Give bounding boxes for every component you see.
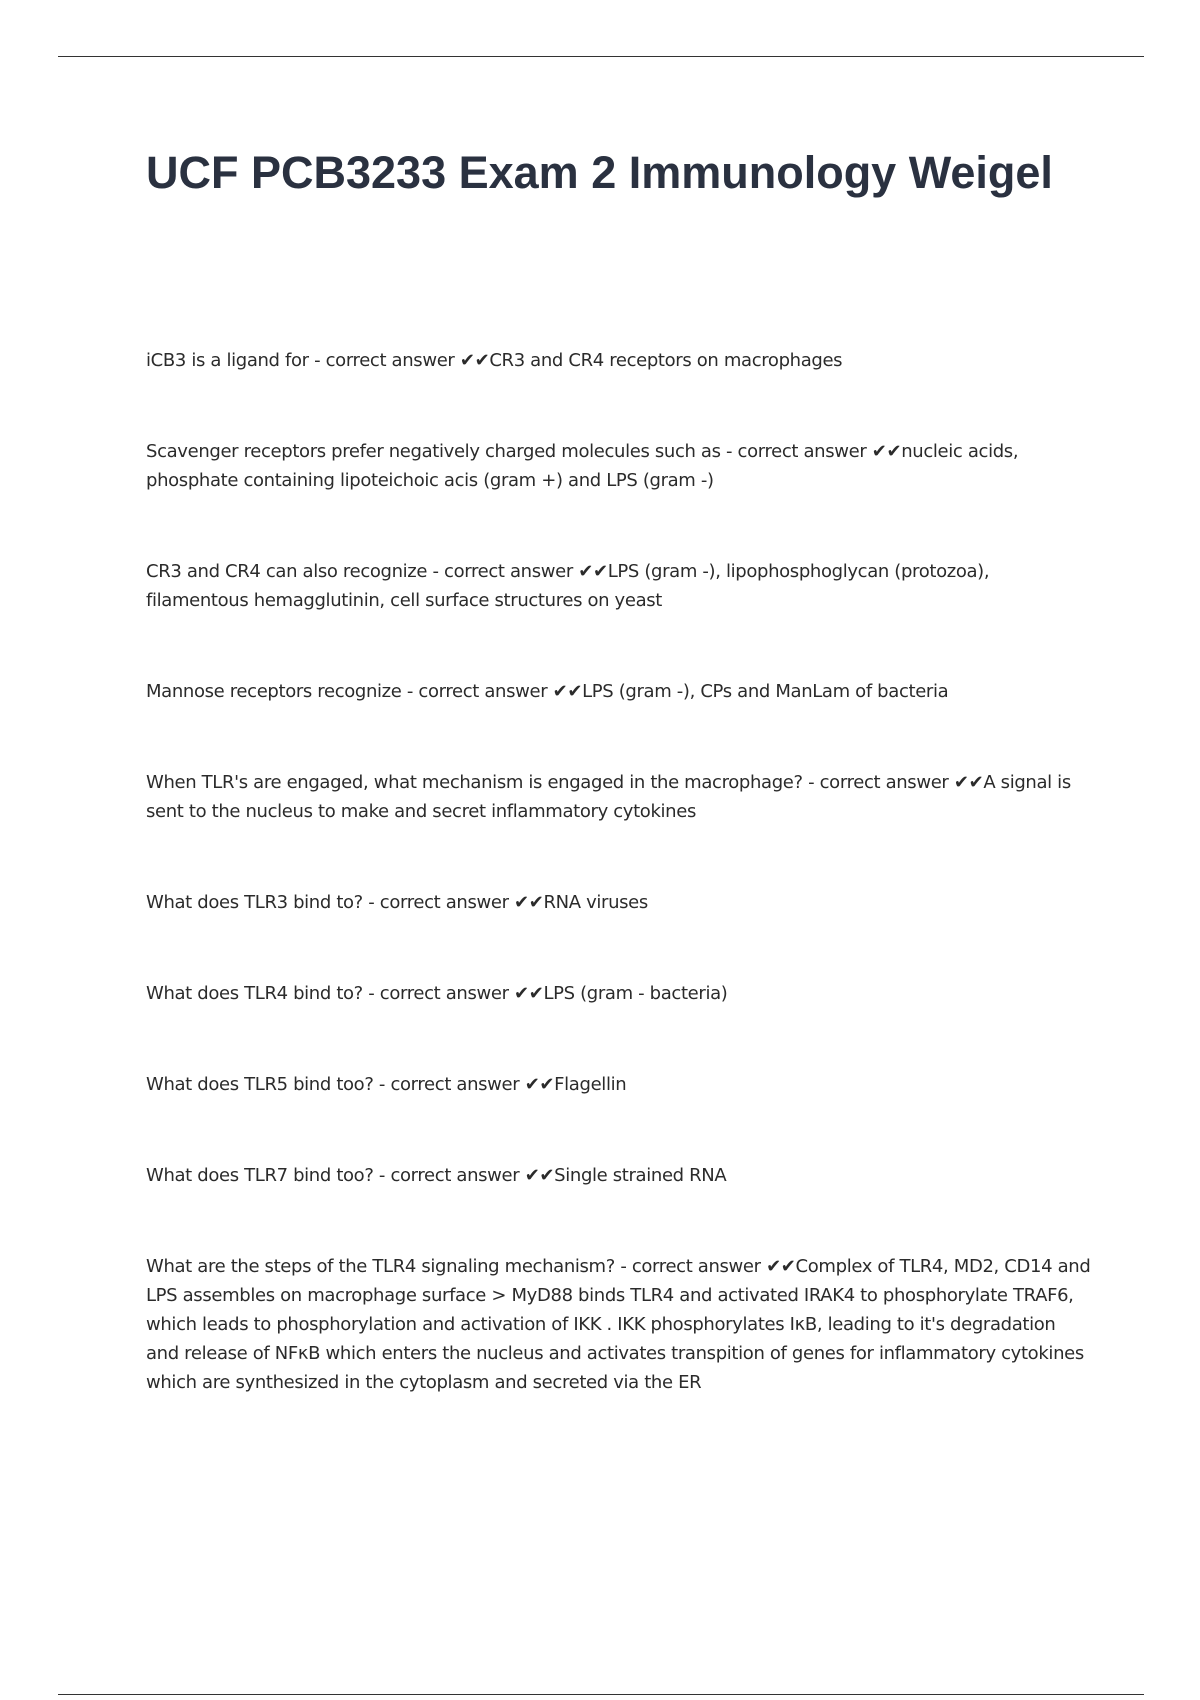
answer-separator: - correct answer bbox=[427, 561, 579, 582]
answer-separator: - correct answer bbox=[720, 441, 872, 462]
double-check-icon: ✔✔ bbox=[953, 772, 984, 793]
question-text: CR3 and CR4 can also recognize bbox=[146, 561, 428, 582]
qa-list bbox=[146, 346, 1091, 1459]
double-check-icon: ✔✔ bbox=[524, 1074, 555, 1095]
qa-item bbox=[146, 1161, 1091, 1190]
answer-separator: - correct answer bbox=[373, 1074, 525, 1095]
double-check-icon: ✔✔ bbox=[514, 892, 544, 913]
qa-item bbox=[146, 677, 1091, 706]
answer-text: Complex of TLR4, MD2, CD14 and LPS assembles on macrophage surface > MyD88 binds TLR4 and activated IRAK4 to phosphorylate TRAF6, which leads to phosphorylation and activation of IKK . IKK phosphorylates IκB, leading to it's degradation and release of NFκB which enters the nucleus and activates transpition of genes for inflammatory cytokines which are synthesized in the cytoplasm and secreted via the ER bbox=[146, 1256, 1091, 1393]
answer-separator: - correct answer bbox=[308, 350, 460, 371]
question-text: What does TLR5 bind too? bbox=[146, 1074, 374, 1095]
top-divider bbox=[58, 56, 1144, 57]
qa-item bbox=[146, 768, 1091, 826]
answer-text: LPS (gram -), CPs and ManLam of bacteria bbox=[582, 681, 949, 702]
answer-text: LPS (gram - bacteria) bbox=[543, 983, 728, 1004]
qa-item bbox=[146, 888, 1091, 917]
double-check-icon: ✔✔ bbox=[871, 441, 902, 462]
double-check-icon: ✔✔ bbox=[578, 561, 608, 582]
bottom-divider bbox=[58, 1694, 1144, 1695]
double-check-icon: ✔✔ bbox=[459, 350, 490, 371]
question-text: What are the steps of the TLR4 signaling mechanism? bbox=[146, 1256, 615, 1277]
qa-item bbox=[146, 1070, 1091, 1099]
question-text: When TLR's are engaged, what mechanism is engaged in the macrophage? bbox=[146, 772, 803, 793]
answer-text: nucleic acids, phosphate containing lipoteichoic acis (gram +) and LPS (gram -) bbox=[146, 441, 1019, 491]
double-check-icon: ✔✔ bbox=[524, 1165, 555, 1186]
qa-item bbox=[146, 979, 1091, 1008]
answer-separator: - correct answer bbox=[802, 772, 954, 793]
answer-text: A signal is sent to the nucleus to make and secret inflammatory cytokines bbox=[146, 772, 1071, 822]
qa-item bbox=[146, 1252, 1091, 1397]
answer-text: CR3 and CR4 receptors on macrophages bbox=[489, 350, 843, 371]
double-check-icon: ✔✔ bbox=[552, 681, 583, 702]
question-text: Scavenger receptors prefer negatively charged molecules such as bbox=[146, 441, 721, 462]
qa-item bbox=[146, 557, 1091, 615]
double-check-icon: ✔✔ bbox=[514, 983, 544, 1004]
answer-text: Flagellin bbox=[554, 1074, 627, 1095]
answer-text: LPS (gram -), lipophosphoglycan (protozoa), filamentous hemagglutinin, cell surface structures on yeast bbox=[146, 561, 990, 611]
double-check-icon: ✔✔ bbox=[766, 1256, 796, 1277]
answer-text: RNA viruses bbox=[543, 892, 648, 913]
question-text: iCB3 is a ligand for bbox=[146, 350, 309, 371]
answer-separator: - correct answer bbox=[362, 983, 515, 1004]
question-text: What does TLR3 bind to? bbox=[146, 892, 363, 913]
qa-item bbox=[146, 437, 1091, 495]
answer-separator: - correct answer bbox=[614, 1256, 767, 1277]
question-text: What does TLR4 bind to? bbox=[146, 983, 363, 1004]
answer-text: Single strained RNA bbox=[554, 1165, 727, 1186]
answer-separator: - correct answer bbox=[401, 681, 553, 702]
question-text: Mannose receptors recognize bbox=[146, 681, 402, 702]
document-title: UCF PCB3233 Exam 2 Immunology Weigel bbox=[146, 147, 1053, 198]
answer-separator: - correct answer bbox=[362, 892, 515, 913]
qa-item bbox=[146, 346, 1091, 375]
question-text: What does TLR7 bind too? bbox=[146, 1165, 374, 1186]
answer-separator: - correct answer bbox=[373, 1165, 525, 1186]
